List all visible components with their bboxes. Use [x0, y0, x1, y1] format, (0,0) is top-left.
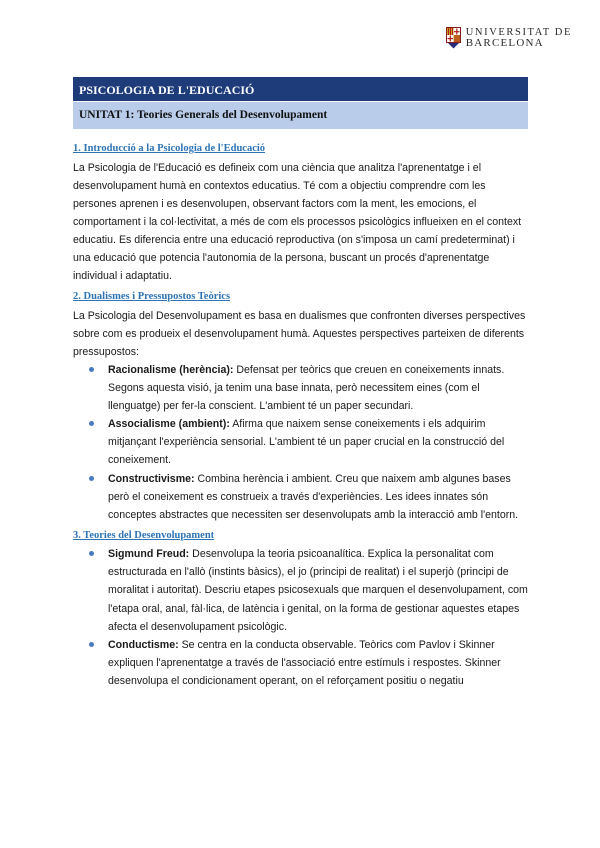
bullet-icon [89, 642, 94, 647]
section-2-paragraph: La Psicologia del Desenvolupament es basa en dualismes que confronten diverses perspectives sobre com es produeix el desenvolupament humà. Aquestes perspectives parteixen de diferents pressupostos: [73, 309, 526, 358]
list-item-term: Conductisme: [108, 638, 179, 651]
list-item [73, 636, 528, 690]
subject-title: PSICOLOGIA DE L'EDUCACIÓ [73, 77, 528, 101]
unit-title: UNITAT 1: Teories Generals del Desenvolupament [73, 102, 528, 129]
list-item-term: Constructivisme: [108, 472, 195, 485]
section-3-list [73, 545, 528, 690]
section-1-heading: 1. Introducció a la Psicologia de l'Educació [73, 143, 266, 154]
university-name-line1: UNIVERSITAT DE [465, 27, 572, 38]
section-3-heading: 3. Teories del Desenvolupament [73, 529, 215, 541]
list-item-term: Associalisme (ambient): [108, 418, 230, 431]
bullet-icon [89, 476, 94, 481]
section-2-heading: 2. Dualismes i Pressupostos Teòrics [73, 291, 231, 303]
list-item [73, 470, 528, 524]
bullet-icon [89, 551, 94, 556]
list-item [73, 415, 528, 469]
section-2-list [73, 361, 528, 524]
bullet-icon [89, 421, 94, 426]
document-body [73, 140, 528, 690]
list-item [73, 361, 528, 415]
list-item-text: Combina herència i ambient. Creu que naixem amb algunes bases però el coneixement es construeix a través d'experiències. Les idees innates són conceptes abstractes que necessiten ser desenvolupats amb la interacció amb l'entorn. [108, 472, 519, 521]
university-name-line2: BARCELONA [465, 37, 544, 49]
list-item-term: Racionalisme (herència): [108, 363, 234, 376]
university-logo [446, 27, 572, 49]
list-item-text: Se centra en la conducta observable. Teòrics com Pavlov i Skinner expliquen l'aprenentatge a través de l'associació entre estímuls i respostes. Skinner desenvolupa el condicionament operant, on el reforçament positiu o negatiu [108, 638, 501, 687]
list-item [73, 545, 528, 635]
bullet-icon [89, 367, 94, 372]
list-item-text: Afirma que naixem sense coneixements i els adquirim mitjançant l'experiència sensorial. L'ambient té un paper crucial en la construcció del coneixement. [108, 418, 505, 467]
list-item-text: Desenvolupa la teoria psicoanalítica. Explica la personalitat com estructurada en l'allò (instints bàsics), el jo (principi de realitat) i el superjò (principi de moralitat i autoritat). Descriu etapes psicosexuals que marquen el desenvolupament, com l'etapa oral, anal, fàl·lica, de latència i genital, on la forma de gestionar aquestes etapes afecta el desenvolupament psicològic. [108, 548, 528, 633]
university-name [466, 28, 572, 48]
section-1-paragraph: La Psicologia de l'Educació es defineix com una ciència que analitza l'aprenentatge i el desenvolupament humà en contextos educatius. Té com a objectiu comprendre com les persones aprenen i es desenvolupen, observant factors com la ment, les emocions, el comportament i la col·lectivitat, a més de com els processos psicològics influeixen en el context educatiu. Es diferencia entre una educació reproductiva (on s'imposa un camí predeterminat) i una educació que potencia l'autonomia de la persona, buscant un procés d'aprenentatge individual i adaptatiu. [73, 161, 522, 283]
list-item-text: Defensat per teòrics que creuen en coneixements innats. Segons aquesta visió, ja tenim una base innata, però necessitem eines (com el llenguatge) per fer-la conscient. L'ambient té un paper secundari. [108, 363, 505, 413]
list-item-term: Sigmund Freud: [108, 548, 190, 561]
university-crest-icon [446, 27, 461, 49]
